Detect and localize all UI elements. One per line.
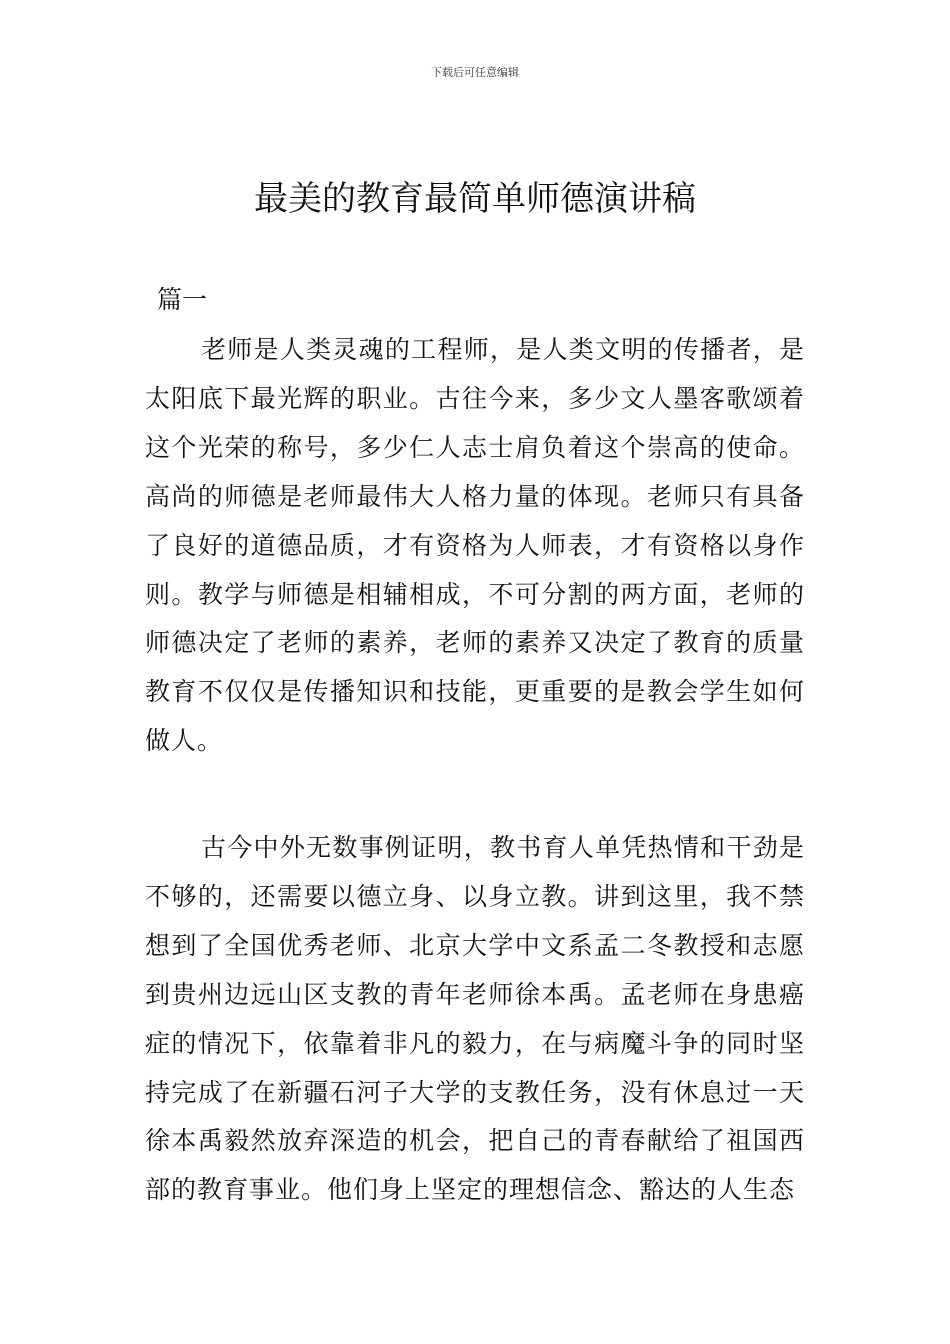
body-paragraph: 老师是人类灵魂的工程师，是人类文明的传播者，是太阳底下最光辉的职业。古往今来，多少文人墨客歌颂着这个光荣的称号，多少仁人志士肩负着这个崇高的使命。高尚的师德是老师最伟大人格力量的体现。老师只有具备了良好的道德品质，才有资格为人师表，才有资格以身作则。教学与师德是相辅相成，不可分割的两方面，老师的师德决定了老师的素养，老师的素养又决定了教育的质量教育不仅仅是传播知识和技能，更重要的是教会学生如何做人。 xyxy=(145,335,805,756)
body-paragraph: 古今中外无数事例证明，教书育人单凭热情和干劲是不够的，还需要以德立身、以身立教。讲到这里，我不禁想到了全国优秀老师、北京大学中文系孟二冬教授和志愿到贵州边远山区支教的青年老师徐本禹。孟老师在身患癌症的情况下，依靠着非凡的毅力，在与病魔斗争的同时坚持完成了在新疆石河子大学的支教任务，没有休息过一天徐本禹毅然放弃深造的机会，把自己的青春献给了祖国西部的教育事业。他们身上坚定的理想信念、豁达的人生态 xyxy=(145,833,805,1205)
document-title: 最美的教育最简单师德演讲稿 xyxy=(254,179,696,219)
section-label: 篇一 xyxy=(157,285,208,314)
header-note: 下载后可任意编辑 xyxy=(431,66,519,79)
